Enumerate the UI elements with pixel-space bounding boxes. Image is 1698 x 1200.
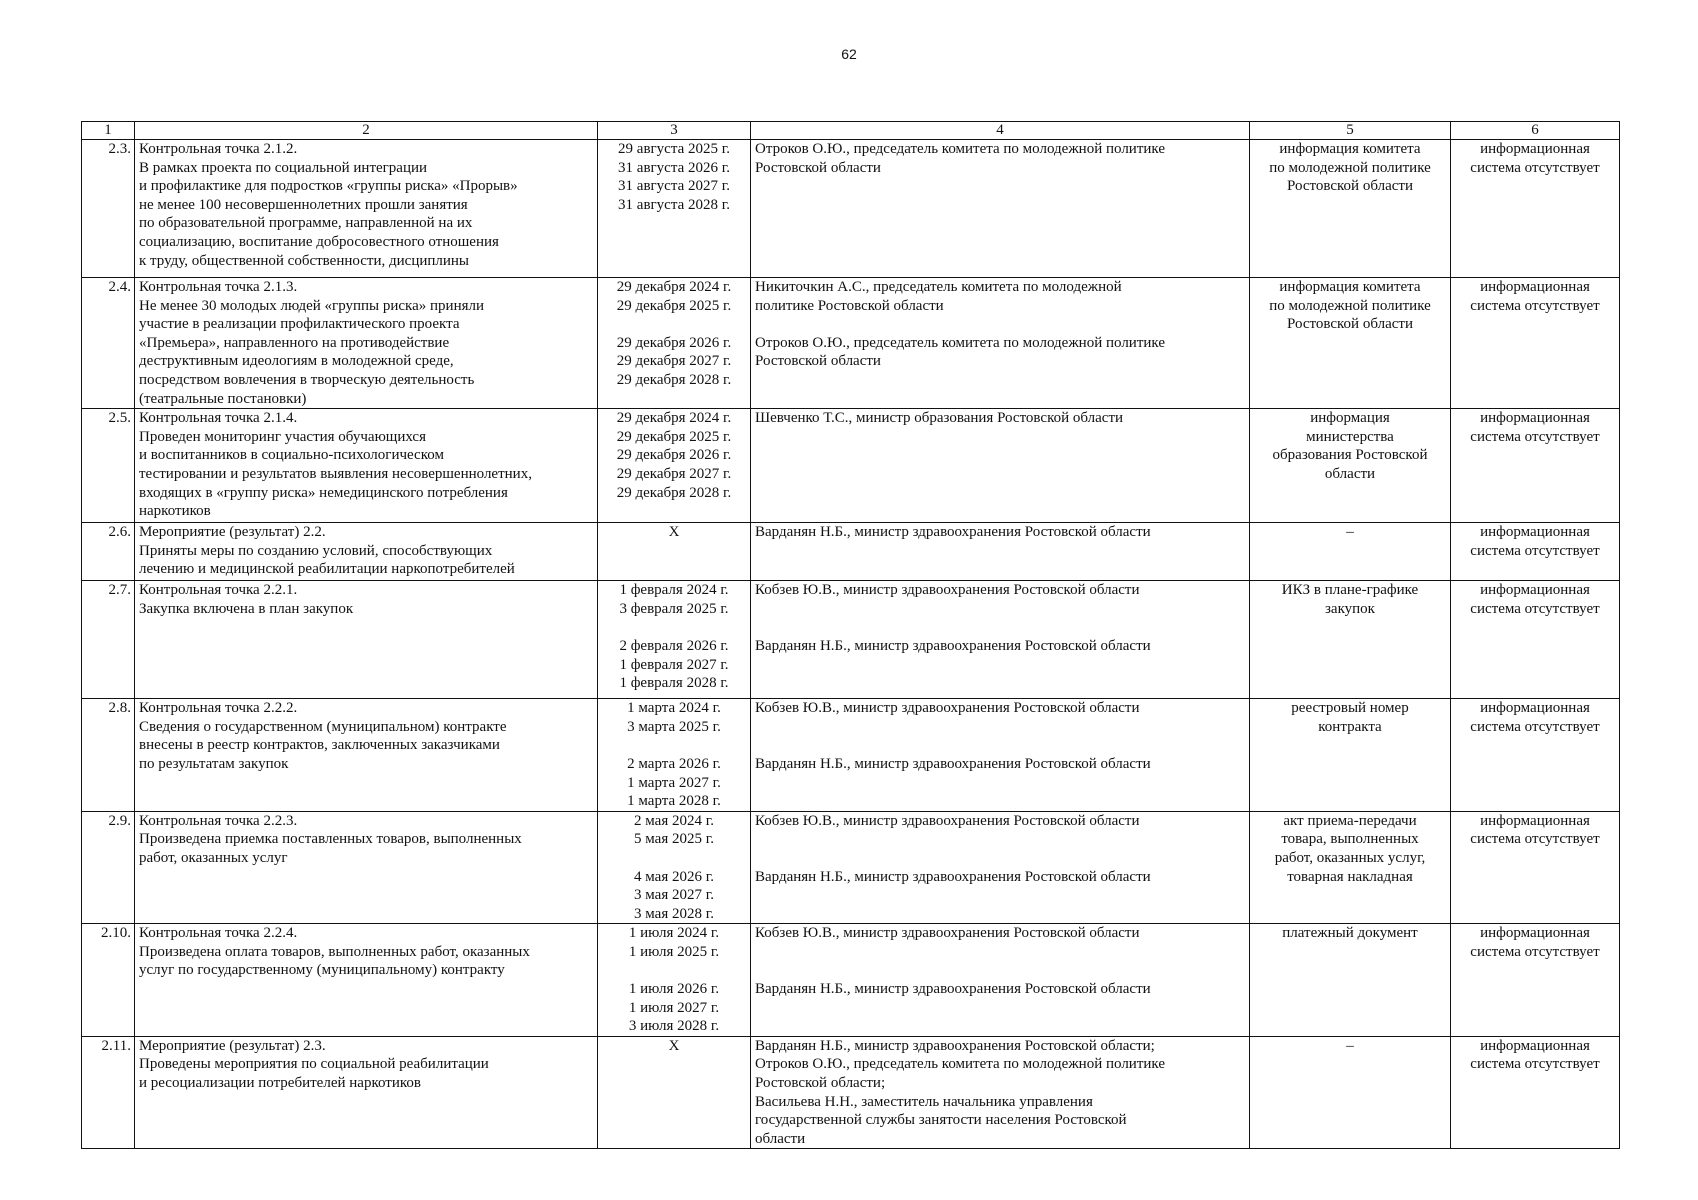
cell-line: реестровый номер <box>1291 700 1409 717</box>
column-header-3: 3 <box>598 122 751 140</box>
cell-line <box>755 618 1245 637</box>
cell-line: информация комитета <box>1279 141 1421 157</box>
info-system-cell <box>1451 581 1620 699</box>
cell-line: информация комитета <box>1279 279 1421 295</box>
column-header-2: 2 <box>135 122 598 140</box>
cell-line: Варданян Н.Б., министр здравоохранения Ростовской области <box>755 524 1151 541</box>
cell-line: и профилактике для подростков «группы риска» «Прорыв» <box>139 178 518 195</box>
cell-line: Мероприятие (результат) 2.2. <box>139 524 326 541</box>
cell-line: система отсутствует <box>1470 943 1600 960</box>
cell-line: участие в реализации профилактического проекта <box>139 316 460 333</box>
description-cell <box>135 811 598 924</box>
cell-line <box>755 315 1245 334</box>
document-cell <box>1250 523 1451 581</box>
cell-line: 1 марта 2027 г. <box>627 774 721 791</box>
cell-line: система отсутствует <box>1470 600 1600 617</box>
cell-line: информационная <box>1480 1037 1590 1054</box>
cell-line: контракта <box>1318 718 1382 735</box>
description-cell <box>135 581 598 699</box>
cell-line: внесены в реестр контрактов, заключенных заказчиками <box>139 737 500 754</box>
cell-line: Кобзев Ю.В., министр здравоохранения Ростовской области <box>755 812 1140 829</box>
info-system-cell <box>1451 140 1620 278</box>
cell-line: 1 марта 2024 г. <box>627 700 721 717</box>
cell-line: 1 февраля 2028 г. <box>619 675 729 692</box>
cell-line: информационная <box>1480 925 1590 942</box>
table-row <box>82 523 1620 581</box>
column-header-4: 4 <box>751 122 1250 140</box>
cell-line: закупок <box>1325 600 1375 617</box>
cell-line: наркотиков <box>139 503 211 520</box>
cell-line: области <box>755 1130 806 1147</box>
cell-line: Мероприятие (результат) 2.3. <box>139 1037 326 1054</box>
cell-line <box>755 849 1245 868</box>
column-header-1: 1 <box>82 122 135 140</box>
cell-line: система отсутствует <box>1470 1056 1600 1073</box>
cell-line <box>755 830 1245 849</box>
cell-line: Отроков О.Ю., председатель комитета по молодежной политике <box>755 1056 1165 1073</box>
document-cell <box>1250 140 1451 278</box>
cell-line <box>755 961 1245 980</box>
cell-line: Произведена приемка поставленных товаров, выполненных <box>139 831 522 848</box>
description-cell <box>135 140 598 278</box>
cell-line: 29 декабря 2024 г. <box>616 410 732 427</box>
column-header-6: 6 <box>1451 122 1620 140</box>
responsible-cell <box>751 699 1250 812</box>
cell-line: (театральные постановки) <box>139 390 307 407</box>
cell-line: министерства <box>1306 428 1394 445</box>
cell-line <box>755 600 1245 619</box>
cell-line: Произведена оплата товаров, выполненных работ, оказанных <box>139 943 530 960</box>
cell-line: система отсутствует <box>1470 718 1600 735</box>
cell-line: 29 декабря 2028 г. <box>616 484 732 501</box>
cell-line: 29 декабря 2025 г. <box>616 297 732 314</box>
row-number-cell: 2.10. <box>82 924 135 1037</box>
cell-line: 1 июля 2027 г. <box>628 999 720 1016</box>
cell-line: товарная накладная <box>1287 868 1413 885</box>
table-row <box>82 140 1620 278</box>
deadline-cell <box>598 523 751 581</box>
cell-line: Проведены мероприятия по социальной реабилитации <box>139 1056 489 1073</box>
deadline-cell <box>598 409 751 523</box>
cell-line: система отсутствует <box>1470 428 1600 445</box>
header-row <box>82 122 1620 140</box>
document-cell <box>1250 811 1451 924</box>
description-cell <box>135 409 598 523</box>
cell-line: 29 декабря 2027 г. <box>616 353 732 370</box>
cell-line: не менее 100 несовершеннолетних прошли занятия <box>139 196 468 213</box>
cell-line: 1 июля 2026 г. <box>628 981 720 998</box>
cell-line: работ, оказанных услуг <box>139 849 288 866</box>
cell-line: социализацию, воспитание добросовестного отношения <box>139 233 499 250</box>
cell-line: система отсутствует <box>1470 542 1600 559</box>
responsible-cell <box>751 409 1250 523</box>
info-system-cell <box>1451 278 1620 409</box>
document-cell <box>1250 278 1451 409</box>
cell-line: 5 мая 2025 г. <box>634 831 714 848</box>
cell-line: Сведения о государственном (муниципальном) контракте <box>139 718 507 735</box>
cell-line: Отроков О.Ю., председатель комитета по молодежной политике <box>755 334 1165 351</box>
cell-line: 1 марта 2028 г. <box>627 793 721 810</box>
cell-line: тестировании и результатов выявления несовершеннолетних, <box>139 465 532 482</box>
cell-line: политике Ростовской области <box>755 297 944 314</box>
cell-line: информационная <box>1480 141 1590 157</box>
cell-line: В рамках проекта по социальной интеграции <box>139 159 428 176</box>
row-number-cell: 2.9. <box>82 811 135 924</box>
table-row <box>82 409 1620 523</box>
cell-line: Варданян Н.Б., министр здравоохранения Ростовской области <box>755 981 1151 998</box>
cell-line: Контрольная точка 2.1.3. <box>139 279 298 295</box>
document-cell <box>1250 924 1451 1037</box>
description-cell <box>135 523 598 581</box>
responsible-cell <box>751 924 1250 1037</box>
info-system-cell <box>1451 1036 1620 1149</box>
cell-line: Кобзев Ю.В., министр здравоохранения Ростовской области <box>755 700 1140 717</box>
page-number: 62 <box>841 46 857 62</box>
cell-line: акт приема-передачи <box>1283 812 1417 829</box>
cell-line: Контрольная точка 2.2.1. <box>139 582 298 599</box>
cell-line: – <box>1346 524 1354 541</box>
cell-line: информационная <box>1480 279 1590 295</box>
document-cell <box>1250 699 1451 812</box>
cell-line: по молодежной политике <box>1269 159 1431 176</box>
cell-line: Ростовской области <box>1287 316 1413 333</box>
cell-line: 1 июля 2025 г. <box>628 943 720 960</box>
cell-line: Ростовской области <box>755 159 881 176</box>
cell-line: Контрольная точка 2.2.2. <box>139 700 298 717</box>
cell-line: 29 декабря 2025 г. <box>616 428 732 445</box>
info-system-cell <box>1451 699 1620 812</box>
cell-line: Отроков О.Ю., председатель комитета по молодежной политике <box>755 141 1165 157</box>
cell-line: Варданян Н.Б., министр здравоохранения Ростовской области <box>755 868 1151 885</box>
cell-line: «Премьера», направленного на противодействие <box>139 334 450 351</box>
cell-line: Контрольная точка 2.1.2. <box>139 141 298 157</box>
cell-line: Не менее 30 молодых людей «группы риска» приняли <box>139 297 485 314</box>
row-number-cell: 2.6. <box>82 523 135 581</box>
cell-line: 3 мая 2028 г. <box>634 905 714 922</box>
cell-line: по молодежной политике <box>1269 297 1431 314</box>
cell-line: входящих в «группу риска» немедицинского потребления <box>139 484 508 501</box>
responsible-cell <box>751 523 1250 581</box>
description-cell <box>135 1036 598 1149</box>
deadline-cell <box>598 1036 751 1149</box>
cell-line <box>602 961 746 980</box>
cell-line: 1 февраля 2024 г. <box>619 582 729 599</box>
cell-line: Васильева Н.Н., заместитель начальника управления <box>755 1093 1093 1110</box>
cell-line: лечению и медицинской реабилитации наркопотребителей <box>139 561 515 578</box>
cell-line <box>755 736 1245 755</box>
description-cell <box>135 278 598 409</box>
cell-line: Шевченко Т.С., министр образования Ростовской области <box>755 410 1124 427</box>
deadline-cell <box>598 278 751 409</box>
cell-line: 1 июля 2024 г. <box>628 925 720 942</box>
table-row <box>82 811 1620 924</box>
column-header-5: 5 <box>1250 122 1451 140</box>
cell-line: система отсутствует <box>1470 159 1600 176</box>
cell-line <box>602 315 746 334</box>
info-system-cell <box>1451 811 1620 924</box>
cell-line: 29 декабря 2024 г. <box>616 279 732 295</box>
cell-line: и ресоциализации потребителей наркотиков <box>139 1075 421 1092</box>
cell-line: 2 марта 2026 г. <box>627 755 721 772</box>
row-number-cell: 2.4. <box>82 278 135 409</box>
cell-line: 29 декабря 2028 г. <box>616 371 732 388</box>
cell-line: Кобзев Ю.В., министр здравоохранения Ростовской области <box>755 582 1140 599</box>
cell-line: информационная <box>1480 700 1590 717</box>
cell-line: государственной службы занятости населения Ростовской <box>755 1112 1127 1129</box>
info-system-cell <box>1451 409 1620 523</box>
cell-line: по образовательной программе, направленной на их <box>139 215 473 232</box>
table-row <box>82 1036 1620 1149</box>
cell-line: информационная <box>1480 410 1590 427</box>
deadline-cell <box>598 811 751 924</box>
cell-line: 1 февраля 2027 г. <box>619 656 729 673</box>
deadline-cell <box>598 924 751 1037</box>
cell-line: Ростовской области <box>755 353 881 370</box>
cell-line: Приняты меры по созданию условий, способствующих <box>139 542 493 559</box>
cell-line: Проведен мониторинг участия обучающихся <box>139 428 426 445</box>
cell-line: 3 мая 2027 г. <box>634 887 714 904</box>
table-row <box>82 924 1620 1037</box>
control-points-table <box>81 121 1620 1149</box>
cell-line <box>602 736 746 755</box>
cell-line: 3 марта 2025 г. <box>627 718 721 735</box>
cell-line: 29 декабря 2027 г. <box>616 465 732 482</box>
cell-line: Контрольная точка 2.1.4. <box>139 410 298 427</box>
description-cell <box>135 924 598 1037</box>
cell-line: информационная <box>1480 582 1590 599</box>
cell-line: 29 декабря 2026 г. <box>616 447 732 464</box>
cell-line <box>755 718 1245 737</box>
cell-line: информационная <box>1480 524 1590 541</box>
cell-line: товара, выполненных <box>1281 831 1419 848</box>
cell-line: области <box>1324 465 1376 482</box>
info-system-cell <box>1451 924 1620 1037</box>
document-cell <box>1250 409 1451 523</box>
cell-line: 3 июля 2028 г. <box>628 1018 720 1035</box>
cell-line <box>602 618 746 637</box>
cell-line: информация <box>1310 410 1390 427</box>
cell-line: Никиточкин А.С., председатель комитета по молодежной <box>755 279 1122 295</box>
cell-line: 2 февраля 2026 г. <box>619 637 729 654</box>
responsible-cell <box>751 1036 1250 1149</box>
cell-line: Ростовской области <box>1287 178 1413 195</box>
cell-line: по результатам закупок <box>139 755 289 772</box>
row-number-cell: 2.5. <box>82 409 135 523</box>
cell-line <box>602 849 746 868</box>
row-number-cell: 2.3. <box>82 140 135 278</box>
cell-line: 3 февраля 2025 г. <box>619 600 729 617</box>
deadline-cell <box>598 140 751 278</box>
document-cell <box>1250 581 1451 699</box>
cell-line: Варданян Н.Б., министр здравоохранения Ростовской области; <box>755 1037 1155 1054</box>
cell-line: образования Ростовской <box>1272 447 1428 464</box>
table-row <box>82 581 1620 699</box>
document-cell <box>1250 1036 1451 1149</box>
cell-line: услуг по государственному (муниципальному) контракту <box>139 962 505 979</box>
cell-line: 31 августа 2026 г. <box>618 159 730 176</box>
cell-line: Варданян Н.Б., министр здравоохранения Ростовской области <box>755 755 1151 772</box>
cell-line: к труду, общественной собственности, дисциплины <box>139 252 470 269</box>
cell-line: Ростовской области; <box>755 1075 886 1092</box>
cell-line: Закупка включена в план закупок <box>139 600 354 617</box>
cell-line: посредством вовлечения в творческую деятельность <box>139 371 475 388</box>
deadline-cell <box>598 699 751 812</box>
cell-line <box>755 943 1245 962</box>
table-row <box>82 699 1620 812</box>
cell-line: система отсутствует <box>1470 297 1600 314</box>
cell-line: 2 мая 2024 г. <box>634 812 714 829</box>
cell-line: – <box>1346 1037 1354 1054</box>
cell-line: система отсутствует <box>1470 831 1600 848</box>
cell-line: Х <box>668 524 680 541</box>
table-body <box>82 140 1620 1149</box>
cell-line: Контрольная точка 2.2.3. <box>139 812 298 829</box>
responsible-cell <box>751 581 1250 699</box>
responsible-cell <box>751 140 1250 278</box>
cell-line: Х <box>668 1037 680 1054</box>
table-row <box>82 278 1620 409</box>
cell-line: информационная <box>1480 812 1590 829</box>
row-number-cell: 2.8. <box>82 699 135 812</box>
deadline-cell <box>598 581 751 699</box>
cell-line: деструктивным идеологиям в молодежной среде, <box>139 353 454 370</box>
row-number-cell: 2.11. <box>82 1036 135 1149</box>
cell-line: 31 августа 2028 г. <box>618 196 730 213</box>
cell-line: работ, оказанных услуг, <box>1274 849 1426 866</box>
info-system-cell <box>1451 523 1620 581</box>
cell-line: и воспитанников в социально-психологическом <box>139 447 444 464</box>
cell-line: 29 декабря 2026 г. <box>616 334 732 351</box>
responsible-cell <box>751 811 1250 924</box>
cell-line: 31 августа 2027 г. <box>618 178 730 195</box>
row-number-cell: 2.7. <box>82 581 135 699</box>
cell-line: Варданян Н.Б., министр здравоохранения Ростовской области <box>755 637 1151 654</box>
cell-line: ИКЗ в плане-графике <box>1281 582 1419 599</box>
cell-line: Контрольная точка 2.2.4. <box>139 925 298 942</box>
cell-line: 29 августа 2025 г. <box>618 141 730 157</box>
cell-line: Кобзев Ю.В., министр здравоохранения Ростовской области <box>755 925 1140 942</box>
cell-line: платежный документ <box>1282 925 1418 942</box>
description-cell <box>135 699 598 812</box>
cell-line: 4 мая 2026 г. <box>634 868 714 885</box>
responsible-cell <box>751 278 1250 409</box>
